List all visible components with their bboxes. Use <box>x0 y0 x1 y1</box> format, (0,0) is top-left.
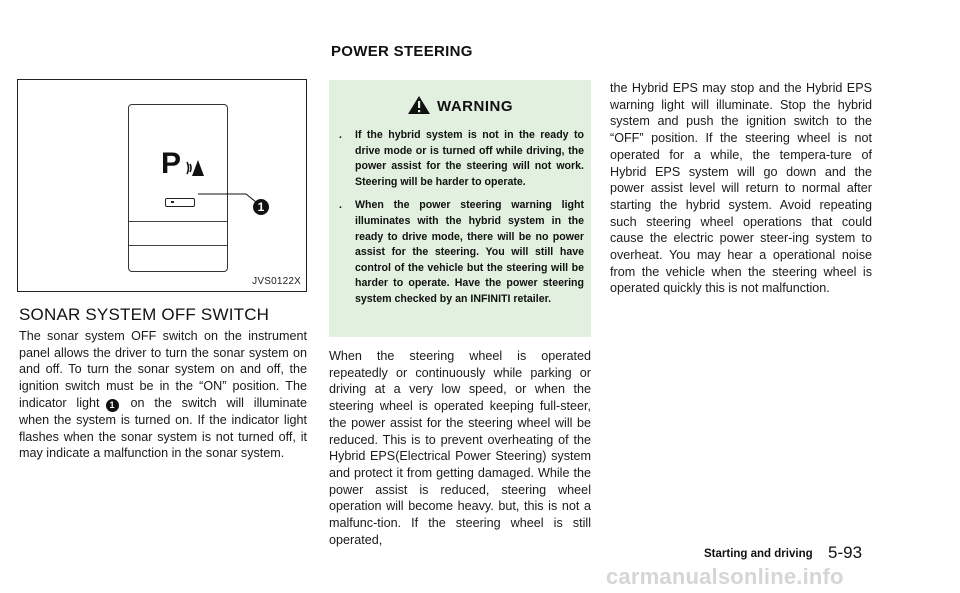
warning-item-text: When the power steering warning light illuminates with the hybrid system in the ready to drive mode, there will be no power assist for the steering. You will still have control of the vehicle but the steering will be harder to operate. Have the power steering system checked by an INFINITI retailer. <box>355 199 584 305</box>
bullet: . <box>339 199 342 212</box>
sonar-sensor-icon <box>184 156 208 180</box>
panel-divider <box>129 245 227 246</box>
watermark: carmanualsonline.info <box>606 564 844 589</box>
steering-overheat-paragraph: When the steering wheel is operated repeatedly or continuously while parking or driving at a very low speed, or when the steering wheel is operated keeping full-steer, the power assist for the steering wheel will be reduced. This is to prevent overheating of the Hybrid EPS(Electrical Power Steering) system and protect it from getting damaged. While the power assist is reduced, steering wheel operation will become heavy. but, this is not a malfunc-tion. If the steering wheel is still operated, <box>329 349 591 547</box>
warning-title: WARNING <box>437 98 513 115</box>
sonar-switch-paragraph <box>19 328 307 462</box>
warning-triangle-icon <box>407 95 431 115</box>
warning-header <box>329 95 591 115</box>
warning-box <box>329 80 591 337</box>
section-heading: SONAR SYSTEM OFF SWITCH <box>19 305 270 324</box>
warning-item <box>339 128 584 190</box>
switch-figure <box>17 79 307 292</box>
switch-panel-illustration <box>128 104 228 272</box>
warning-item-text: If the hybrid system is not in the ready to drive mode or is turned off while driving, the power assist for the steering will not work. Steering will be harder to operate. <box>355 129 584 188</box>
page-heading: POWER STEERING <box>331 43 473 60</box>
indicator-light <box>165 198 195 207</box>
switch-face <box>129 105 227 222</box>
callout-leader-line <box>198 192 258 204</box>
paragraph-part-2: on the switch will illuminate when the system is turned on. If the indicator light flashes when the sonar system is not turned off, it may indicate a malfunction in the sonar system. <box>19 395 307 461</box>
paragraph-part-1: The sonar system OFF switch on the instrument panel allows the driver to turn the sonar system on and off. To turn the sonar system on and off, the ignition switch must be in the “ON” position. The indicator light <box>19 329 307 410</box>
indicator-dot <box>171 201 174 203</box>
warning-list <box>339 128 584 316</box>
parking-symbol: P <box>161 147 182 180</box>
bullet: . <box>339 129 342 141</box>
figure-code: JVS0122X <box>252 276 301 287</box>
warning-item <box>339 198 584 307</box>
callout-number-1: 1 <box>253 199 269 215</box>
page-number: 5-93 <box>828 543 863 562</box>
footer-chapter-label: Starting and driving <box>704 548 813 560</box>
inline-callout-1: 1 <box>106 399 119 412</box>
eps-continuation-paragraph: the Hybrid EPS may stop and the Hybrid EPS warning light will illuminate. Stop the hybrid system and push the ignition switch to the “OFF” position. If the steering wheel is not operated for a while, the tempera-ture of Hybrid EPS system will go down and the power assist level will return to normal after starting the hybrid system. Avoid repeating such steering wheel operations that could cause the electric power steer-ing system to overheat. You may hear a operational noise from the vehicle when the steering wheel is operated quickly this is not malfunction. <box>610 81 872 296</box>
